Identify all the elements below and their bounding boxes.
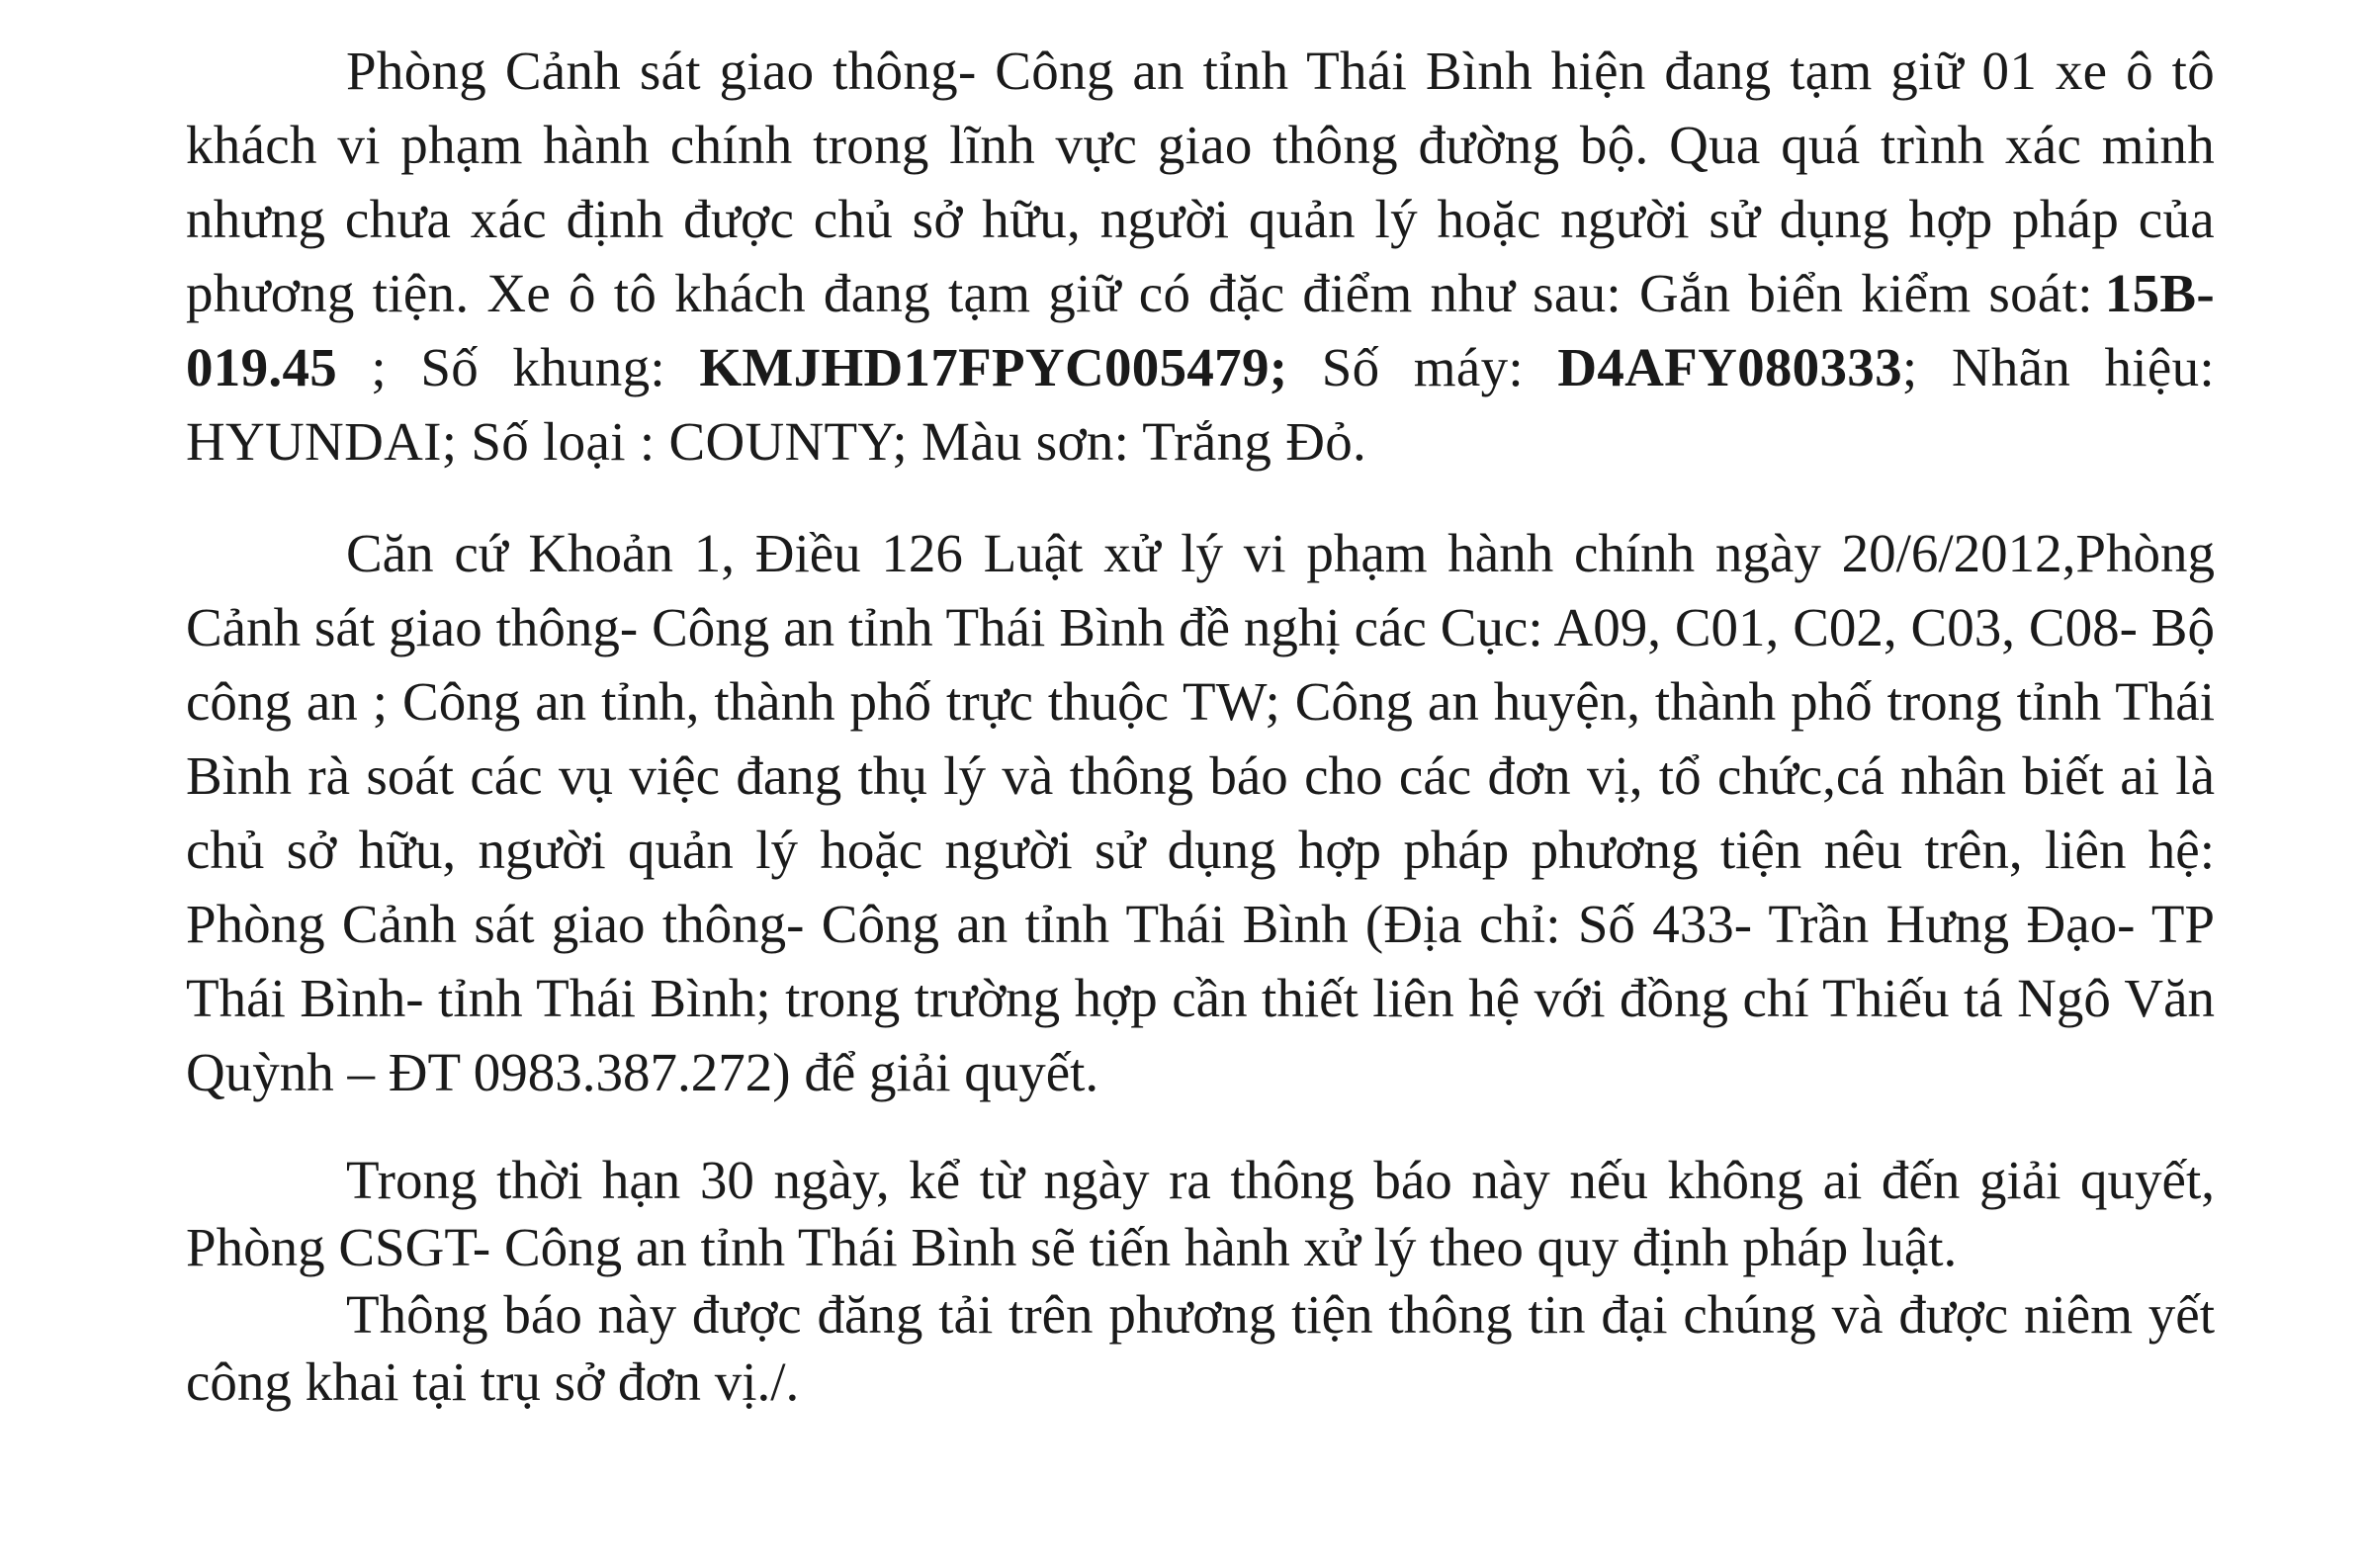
notice-document bbox=[186, 34, 2215, 1416]
vehicle-intro-text: Phòng Cảnh sát giao thông- Công an tỉnh Thái Bình hiện đang tạm giữ 01 xe ô tô khách vi phạm hành chính trong lĩnh vực giao thông đường bộ. Qua quá trình xác minh nhưng chưa xác định được chủ sở hữu, người quản lý hoặc người sử dụng hợp pháp của phương tiện. Xe ô tô khách đang tạm giữ có đặc điểm như sau: Gắn biển kiểm soát: bbox=[186, 41, 2215, 323]
engine-label: Số máy: bbox=[1321, 337, 1524, 397]
frame-number: KMJHD17FPYC005479; bbox=[699, 337, 1288, 397]
frame-label: ; Số khung: bbox=[371, 337, 665, 397]
plate-number: 15B-019.45 bbox=[186, 263, 2215, 397]
notice-paragraph-request: Căn cứ Khoản 1, Điều 126 Luật xử lý vi phạm hành chính ngày 20/6/2012,Phòng Cảnh sát giao thông- Công an tỉnh Thái Bình đề nghị các Cục: A09, C01, C02, C03, C08- Bộ công an ; Công an tỉnh, thành phố trực thuộc TW; Công an huyện, thành phố trong tỉnh Thái Bình rà soát các vụ việc đang thụ lý và thông báo cho các đơn vị, tổ chức,cá nhân biết ai là chủ sở hữu, người quản lý hoặc người sử dụng hợp pháp phương tiện nêu trên, liên hệ: Phòng Cảnh sát giao thông- Công an tỉnh Thái Bình (Địa chỉ: Số 433- Trần Hưng Đạo- TP Thái Bình- tỉnh Thái Bình; trong trường hợp cần thiết liên hệ với đồng chí Thiếu tá Ngô Văn Quỳnh – ĐT 0983.387.272) để giải quyết. bbox=[186, 523, 2215, 1102]
notice-paragraph-vehicle bbox=[186, 34, 2215, 479]
notice-paragraph-deadline: Trong thời hạn 30 ngày, kể từ ngày ra thông báo này nếu không ai đến giải quyết, Phòng CSGT- Công an tỉnh Thái Bình sẽ tiến hành xử lý theo quy định pháp luật. bbox=[186, 1150, 2215, 1277]
notice-paragraph-publication: Thông báo này được đăng tải trên phương tiện thông tin đại chúng và được niêm yết công khai tại trụ sở đơn vị./. bbox=[186, 1284, 2215, 1412]
vehicle-details-text: ; Nhãn hiệu: HYUNDAI; Số loại : COUNTY; Màu sơn: Trắng Đỏ. bbox=[186, 337, 2215, 472]
engine-number: D4AFY080333 bbox=[1557, 337, 1902, 397]
